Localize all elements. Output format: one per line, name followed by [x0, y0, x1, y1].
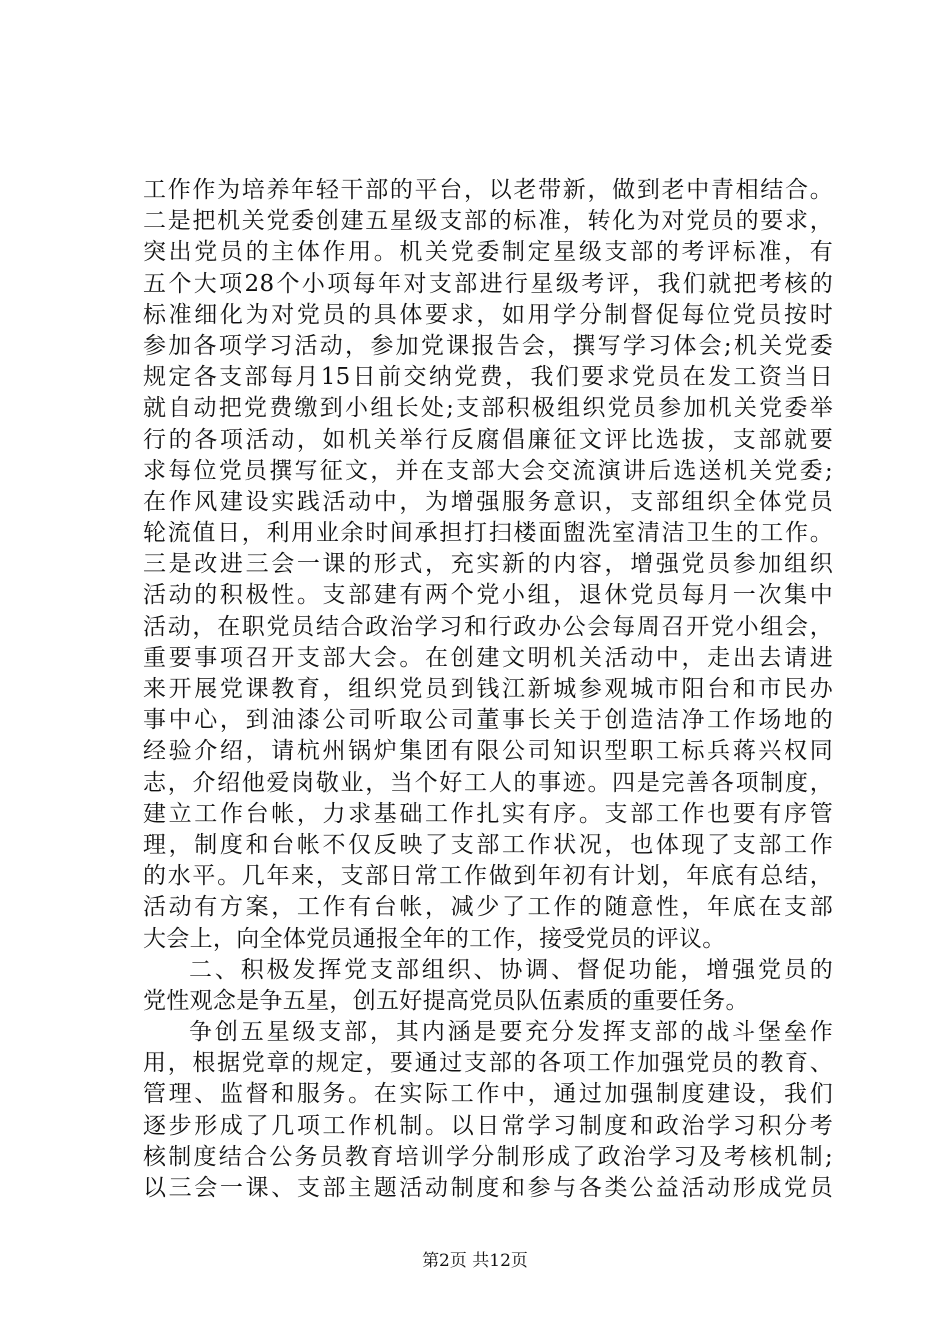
text-line: 重要事项召开支部大会。在创建文明机关活动中，走出去请进	[143, 644, 833, 671]
section-heading-line: 党性观念是争五星，创五好提高党员队伍素质的重要任务。	[143, 987, 749, 1014]
text-line: 志，介绍他爱岗敬业，当个好工人的事迹。四是完善各项制度，	[143, 769, 833, 796]
text-line: 行的各项活动，如机关举行反腐倡廉征文评比选拔，支部就要	[143, 426, 833, 453]
text-line: 用，根据党章的规定，要通过支部的各项工作加强党员的教育、	[143, 1050, 833, 1077]
text-line: 三是改进三会一课的形式，充实新的内容，增强党员参加组织	[143, 551, 833, 578]
body-text	[143, 175, 833, 1204]
text-line: 理，制度和台帐不仅反映了支部工作状况，也体现了支部工作	[143, 831, 833, 858]
text-line: 工作作为培养年轻干部的平台，以老带新，做到老中青相结合。	[143, 177, 833, 203]
text-line: 参加各项学习活动，参加党课报告会，撰写学习体会;机关党委	[143, 332, 833, 359]
text-line: 来开展党课教育，组织党员到钱江新城参观城市阳台和市民办	[143, 676, 833, 702]
text-line: 大会上，向全体党员通报全年的工作，接受党员的评议。	[143, 925, 726, 952]
text-line: 争创五星级支部，其内涵是要充分发挥支部的战斗堡垒作	[189, 1019, 833, 1046]
text-line: 事中心，到油漆公司听取公司董事长关于创造洁净工作场地的	[143, 707, 833, 734]
text-line: 经验介绍，请杭州锅炉集团有限公司知识型职工标兵蒋兴权同	[143, 738, 833, 765]
text-line: 求每位党员撰写征文，并在支部大会交流演讲后选送机关党委;	[143, 457, 833, 484]
text-line: 二是把机关党委创建五星级支部的标准，转化为对党员的要求，	[143, 208, 833, 235]
text-line: 管理、监督和服务。在实际工作中，通过加强制度建设，我们	[143, 1081, 833, 1108]
page-footer: 第2页 共12页	[422, 1251, 528, 1271]
text-line: 逐步形成了几项工作机制。以日常学习制度和政治学习积分考	[143, 1112, 833, 1139]
text-line: 突出党员的主体作用。机关党委制定星级支部的考评标准，有	[143, 239, 833, 266]
text-line: 核制度结合公务员教育培训学分制形成了政治学习及考核机制;	[143, 1143, 833, 1170]
text-line: 标准细化为对党员的具体要求，如用学分制督促每位党员按时	[143, 301, 833, 328]
text-line: 就自动把党费缴到小组长处;支部积极组织党员参加机关党委举	[143, 395, 833, 422]
text-line: 规定各支部每月15日前交纳党费，我们要求党员在发工资当日	[143, 364, 833, 391]
text-line: 的水平。几年来，支部日常工作做到年初有计划，年底有总结，	[143, 863, 833, 890]
text-line: 活动有方案，工作有台帐，减少了工作的随意性，年底在支部	[143, 894, 833, 921]
text-line: 以三会一课、支部主题活动制度和参与各类公益活动形成党员	[143, 1175, 833, 1201]
section-heading-line: 二、积极发挥党支部组织、协调、督促功能，增强党员的	[189, 956, 833, 983]
text-line: 五个大项28个小项每年对支部进行星级考评，我们就把考核的	[143, 270, 833, 297]
text-line: 在作风建设实践活动中，为增强服务意识，支部组织全体党员	[143, 488, 833, 515]
text-line: 建立工作台帐，力求基础工作扎实有序。支部工作也要有序管	[143, 800, 833, 827]
text-line: 活动的积极性。支部建有两个党小组，退休党员每月一次集中	[143, 582, 833, 609]
text-line: 活动，在职党员结合政治学习和行政办公会每周召开党小组会，	[143, 613, 833, 640]
text-line: 轮流值日，利用业余时间承担打扫楼面盥洗室清洁卫生的工作。	[143, 520, 833, 547]
